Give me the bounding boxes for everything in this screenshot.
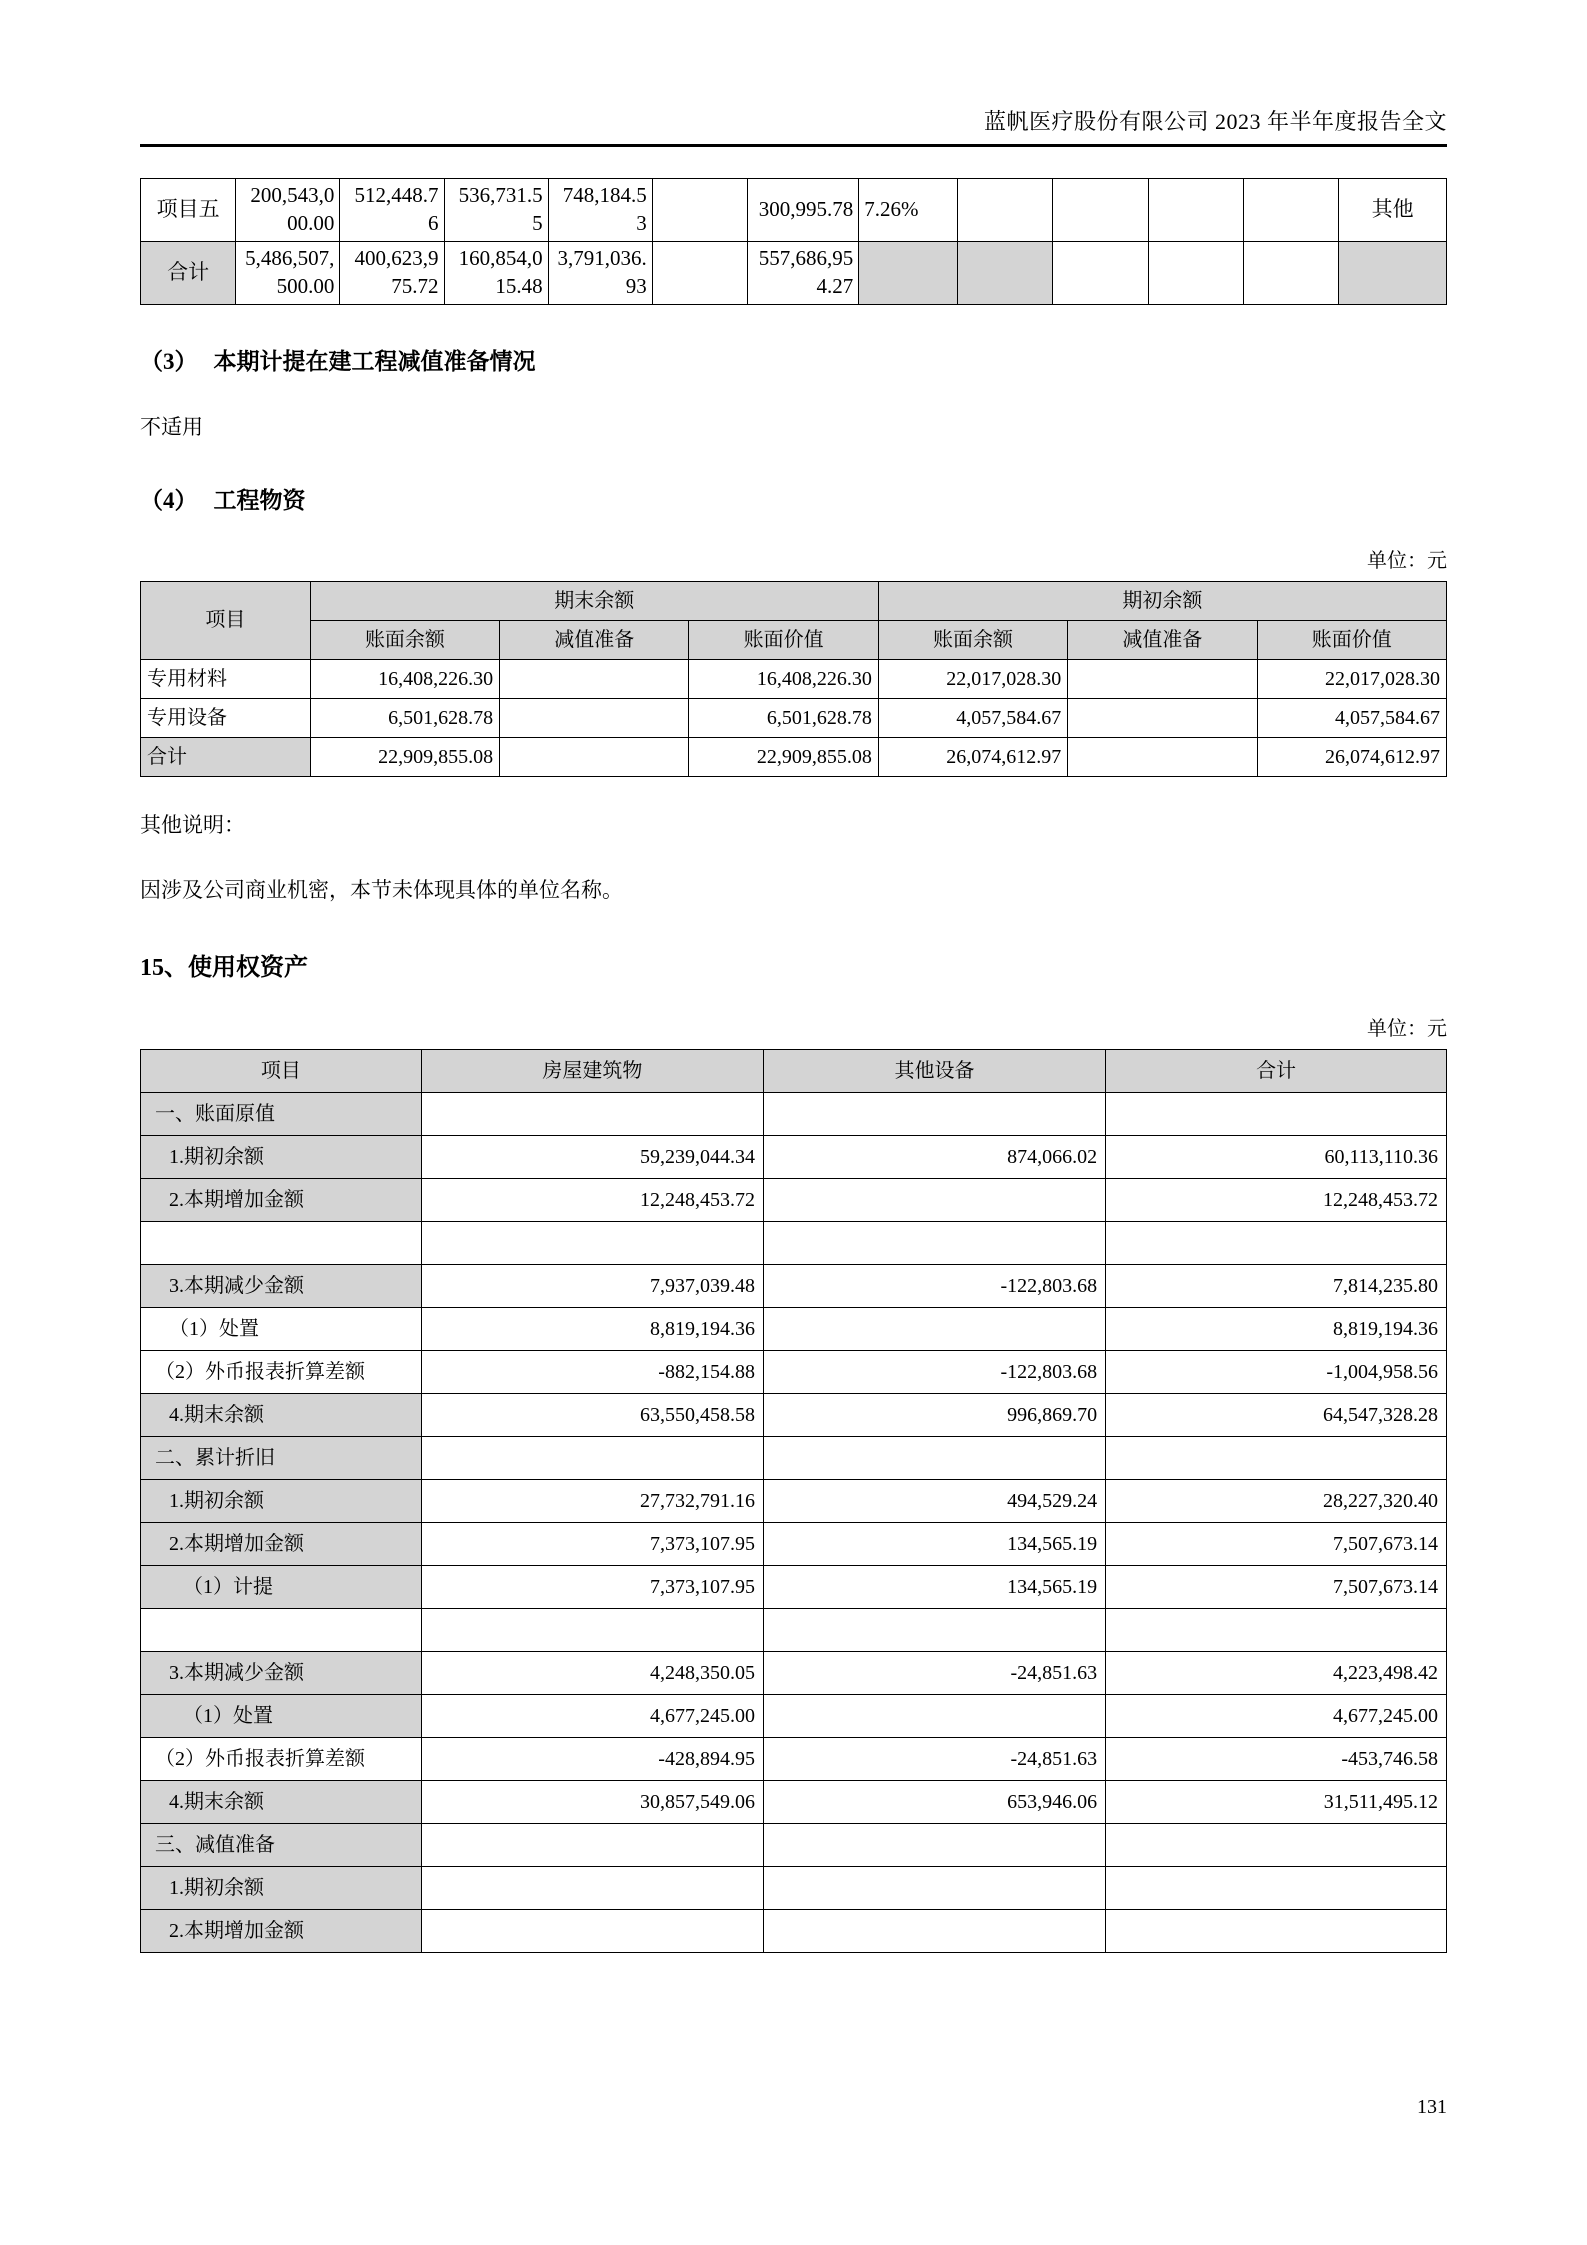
cell-total [1106, 1867, 1447, 1910]
col-header-other-equipment: 其他设备 [763, 1050, 1105, 1093]
cell-impairment-begin [1068, 660, 1257, 699]
page-content [140, 178, 1447, 1953]
cell-book-balance-begin: 22,017,028.30 [878, 660, 1067, 699]
col-header-item: 项目 [141, 582, 311, 660]
cell-buildings: 7,373,107.95 [421, 1566, 763, 1609]
cell-total: -453,746.58 [1106, 1738, 1447, 1781]
section-3-index: （3） [140, 348, 198, 374]
cip-cell [1053, 179, 1148, 242]
cell-other-equipment: 874,066.02 [763, 1136, 1105, 1179]
cip-row-name: 合计 [141, 241, 236, 304]
table-cip-continuation [140, 178, 1447, 305]
col-group-begin-balance: 期初余额 [878, 582, 1446, 621]
table-row [141, 1394, 1447, 1437]
cell-buildings: 7,373,107.95 [421, 1523, 763, 1566]
cell-book-value-begin: 4,057,584.67 [1257, 699, 1446, 738]
page-number: 131 [1417, 2096, 1447, 2118]
cell-buildings [421, 1222, 763, 1265]
row-label: 2.本期增加金额 [141, 1910, 422, 1953]
row-label: 2.本期增加金额 [141, 1179, 422, 1222]
section-3-body: 不适用 [140, 415, 203, 440]
cell-buildings: 30,857,549.06 [421, 1781, 763, 1824]
row-label: 三、减值准备 [141, 1824, 422, 1867]
row-label: 合计 [141, 738, 311, 777]
table-row [141, 1136, 1447, 1179]
cell-buildings [421, 1910, 763, 1953]
col-header-book-balance-end: 账面余额 [310, 621, 499, 660]
col-header-impairment-begin: 减值准备 [1068, 621, 1257, 660]
table-right-of-use-assets [140, 1049, 1447, 1953]
table-engineering-materials [140, 581, 1447, 777]
cell-buildings [421, 1824, 763, 1867]
cip-cell: 3,791,036.93 [548, 241, 652, 304]
cell-other-equipment [763, 1179, 1105, 1222]
table-row [141, 1179, 1447, 1222]
cell-book-balance-end: 16,408,226.30 [310, 660, 499, 699]
section-3-title: 本期计提在建工程减值准备情况 [213, 348, 536, 374]
cell-other-equipment [763, 1222, 1105, 1265]
table-row [141, 1480, 1447, 1523]
cip-row-name: 项目五 [141, 179, 236, 242]
cell-book-balance-end: 6,501,628.78 [310, 699, 499, 738]
cell-book-balance-begin: 4,057,584.67 [878, 699, 1067, 738]
cell-other-equipment [763, 1867, 1105, 1910]
cip-cell [1053, 241, 1148, 304]
table-row [141, 1824, 1447, 1867]
cell-total [1106, 1824, 1447, 1867]
cell-other-equipment [763, 1437, 1105, 1480]
cell-buildings: -428,894.95 [421, 1738, 763, 1781]
table-row [141, 1093, 1447, 1136]
cell-impairment-end [500, 699, 689, 738]
row-label: 3.本期减少金额 [141, 1265, 422, 1308]
cell-other-equipment: -24,851.63 [763, 1738, 1105, 1781]
cell-other-equipment: 134,565.19 [763, 1523, 1105, 1566]
section-15-heading: 15、使用权资产 [140, 955, 308, 982]
cell-total [1106, 1609, 1447, 1652]
table-row [141, 1652, 1447, 1695]
row-label: （2）外币报表折算差额 [141, 1351, 422, 1394]
cell-other-equipment: 653,946.06 [763, 1781, 1105, 1824]
cip-cell: 748,184.53 [548, 179, 652, 242]
cell-book-value-end: 16,408,226.30 [689, 660, 878, 699]
section-4-unit-label: 单位：元 [1367, 550, 1447, 573]
col-header-impairment-end: 减值准备 [500, 621, 689, 660]
row-label: 4.期末余额 [141, 1781, 422, 1824]
cell-other-equipment: 494,529.24 [763, 1480, 1105, 1523]
cell-buildings: 4,677,245.00 [421, 1695, 763, 1738]
table-row [141, 1308, 1447, 1351]
col-header-item: 项目 [141, 1050, 422, 1093]
cell-total: 4,223,498.42 [1106, 1652, 1447, 1695]
cell-total [1106, 1437, 1447, 1480]
table-head-body [141, 1050, 1447, 1093]
table-row [141, 1437, 1447, 1480]
cell-other-equipment: -24,851.63 [763, 1652, 1105, 1695]
col-header-total: 合计 [1106, 1050, 1447, 1093]
col-header-book-value-end: 账面价值 [689, 621, 878, 660]
cell-total [1106, 1093, 1447, 1136]
cell-total: 31,511,495.12 [1106, 1781, 1447, 1824]
cip-cell [652, 179, 747, 242]
cell-buildings [421, 1437, 763, 1480]
row-label: 二、累计折旧 [141, 1437, 422, 1480]
row-label: （1）计提 [141, 1566, 422, 1609]
section-4-title: 工程物资 [213, 487, 306, 513]
cell-buildings: 12,248,453.72 [421, 1179, 763, 1222]
table-row [141, 699, 1447, 738]
cell-impairment-begin [1068, 738, 1257, 777]
cell-impairment-end [500, 738, 689, 777]
cip-cell-source: 其他 [1339, 179, 1447, 242]
col-group-end-balance: 期末余额 [310, 582, 878, 621]
table-row [141, 1867, 1447, 1910]
section-4-heading [140, 484, 1447, 519]
table-row [141, 660, 1447, 699]
cip-cell: 200,543,000.00 [236, 179, 340, 242]
cell-book-value-end: 6,501,628.78 [689, 699, 878, 738]
row-label: （2）外币报表折算差额 [141, 1738, 422, 1781]
cip-cell-percent: 7.26% [859, 179, 958, 242]
cell-buildings [421, 1609, 763, 1652]
table-row [141, 1695, 1447, 1738]
cell-other-equipment [763, 1609, 1105, 1652]
cell-total: 7,507,673.14 [1106, 1523, 1447, 1566]
cip-cell [859, 241, 958, 304]
cell-total: 4,677,245.00 [1106, 1695, 1447, 1738]
other-note-label: 其他说明： [140, 813, 245, 838]
cip-cell [1148, 241, 1243, 304]
cell-book-balance-begin: 26,074,612.97 [878, 738, 1067, 777]
cip-cell [958, 179, 1053, 242]
page-header [140, 108, 1447, 147]
row-label: 3.本期减少金额 [141, 1652, 422, 1695]
cell-buildings: 8,819,194.36 [421, 1308, 763, 1351]
row-label: 1.期初余额 [141, 1480, 422, 1523]
cell-impairment-end [500, 660, 689, 699]
cip-cell: 300,995.78 [748, 179, 859, 242]
header-title: 蓝帆医疗股份有限公司 2023 年半年度报告全文 [983, 109, 1447, 134]
cip-cell [1148, 179, 1243, 242]
other-note-text: 因涉及公司商业机密，本节未体现具体的单位名称。 [140, 877, 623, 902]
cell-book-value-begin: 22,017,028.30 [1257, 660, 1446, 699]
cip-cell [1243, 179, 1338, 242]
cell-buildings: 27,732,791.16 [421, 1480, 763, 1523]
row-label: 4.期末余额 [141, 1394, 422, 1437]
cell-impairment-begin [1068, 699, 1257, 738]
cip-cell [958, 241, 1053, 304]
cip-cell: 557,686,954.27 [748, 241, 859, 304]
table-row-total [141, 738, 1447, 777]
row-label: （1）处置 [141, 1695, 422, 1738]
cell-other-equipment: 996,869.70 [763, 1394, 1105, 1437]
row-label: 专用设备 [141, 699, 311, 738]
cell-total: -1,004,958.56 [1106, 1351, 1447, 1394]
cell-book-value-end: 22,909,855.08 [689, 738, 878, 777]
cell-other-equipment: 134,565.19 [763, 1566, 1105, 1609]
table-row-total [141, 241, 1447, 304]
table-row [141, 1910, 1447, 1953]
table-row [141, 1222, 1447, 1265]
cip-cell: 5,486,507,500.00 [236, 241, 340, 304]
section-4-index: （4） [140, 487, 198, 513]
table-row [141, 179, 1447, 242]
table-header-row [141, 1050, 1447, 1093]
table-row [141, 1738, 1447, 1781]
row-label: 1.期初余额 [141, 1136, 422, 1179]
row-label [141, 1222, 422, 1265]
cell-buildings: -882,154.88 [421, 1351, 763, 1394]
section-3-heading [140, 345, 1447, 380]
cell-buildings [421, 1093, 763, 1136]
cell-buildings: 7,937,039.48 [421, 1265, 763, 1308]
col-header-buildings: 房屋建筑物 [421, 1050, 763, 1093]
cell-other-equipment: -122,803.68 [763, 1265, 1105, 1308]
cell-total: 64,547,328.28 [1106, 1394, 1447, 1437]
cip-cell: 160,854,015.48 [444, 241, 548, 304]
cip-cell: 512,448.76 [340, 179, 444, 242]
col-header-book-value-begin: 账面价值 [1257, 621, 1446, 660]
header-divider [140, 144, 1447, 147]
cell-other-equipment: -122,803.68 [763, 1351, 1105, 1394]
cell-total: 7,814,235.80 [1106, 1265, 1447, 1308]
table-row [141, 1351, 1447, 1394]
table-header-row [141, 582, 1447, 621]
cell-book-value-begin: 26,074,612.97 [1257, 738, 1446, 777]
cell-total: 8,819,194.36 [1106, 1308, 1447, 1351]
cell-other-equipment [763, 1910, 1105, 1953]
row-label [141, 1609, 422, 1652]
cell-buildings: 4,248,350.05 [421, 1652, 763, 1695]
cip-cell: 400,623,975.72 [340, 241, 444, 304]
row-label: 专用材料 [141, 660, 311, 699]
cell-buildings [421, 1867, 763, 1910]
cell-total [1106, 1222, 1447, 1265]
cell-other-equipment [763, 1824, 1105, 1867]
cell-other-equipment [763, 1093, 1105, 1136]
cell-buildings: 59,239,044.34 [421, 1136, 763, 1179]
table-body [141, 1093, 1447, 1953]
cell-buildings: 63,550,458.58 [421, 1394, 763, 1437]
cell-other-equipment [763, 1695, 1105, 1738]
cip-cell-source [1339, 241, 1447, 304]
cell-total: 12,248,453.72 [1106, 1179, 1447, 1222]
cell-total: 28,227,320.40 [1106, 1480, 1447, 1523]
row-label: 一、账面原值 [141, 1093, 422, 1136]
table-row [141, 1609, 1447, 1652]
section-15-unit-label: 单位：元 [1367, 1018, 1447, 1041]
row-label: 2.本期增加金额 [141, 1523, 422, 1566]
table-row [141, 1566, 1447, 1609]
col-header-book-balance-begin: 账面余额 [878, 621, 1067, 660]
table-row [141, 1781, 1447, 1824]
cip-cell [652, 241, 747, 304]
cell-total [1106, 1910, 1447, 1953]
cell-other-equipment [763, 1308, 1105, 1351]
cell-total: 7,507,673.14 [1106, 1566, 1447, 1609]
table-row [141, 1265, 1447, 1308]
table-subheader-row [141, 621, 1447, 660]
cip-cell: 536,731.55 [444, 179, 548, 242]
cell-total: 60,113,110.36 [1106, 1136, 1447, 1179]
row-label: 1.期初余额 [141, 1867, 422, 1910]
cip-cell [1243, 241, 1338, 304]
cell-book-balance-end: 22,909,855.08 [310, 738, 499, 777]
table-row [141, 1523, 1447, 1566]
row-label: （1）处置 [141, 1308, 422, 1351]
